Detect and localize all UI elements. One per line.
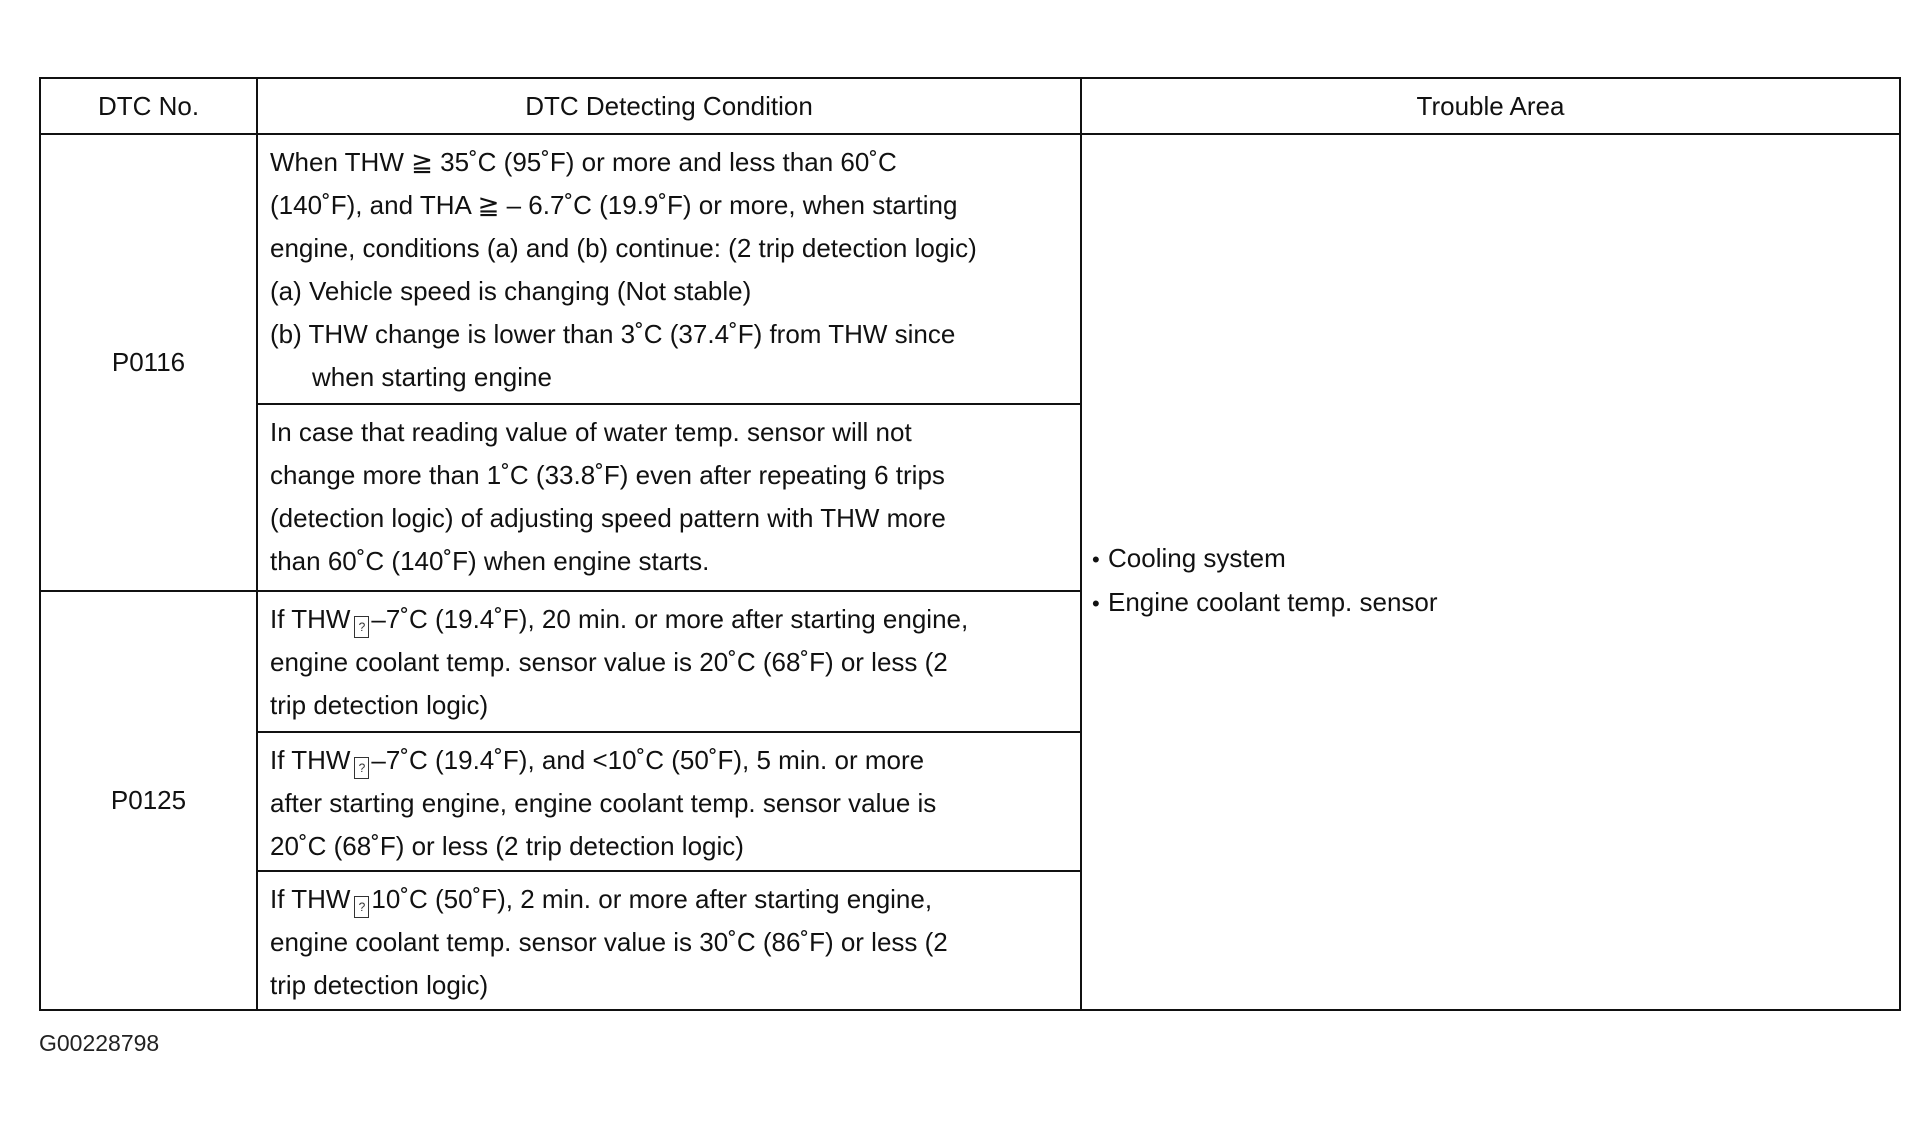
unrendered-symbol-icon: ? [354,757,369,779]
dtc-table [39,77,1901,1011]
p0116-condition-2: In case that reading value of water temp. sensor will not change more than 1˚C (33.8˚F) even after repeating 6 trips (detection logic) of adjusting speed pattern with THW more than 60˚C (140˚F) when engine starts. [257,404,1081,591]
header-detecting-condition: DTC Detecting Condition [257,78,1081,134]
header-trouble-area: Trouble Area [1081,78,1900,134]
p0125-condition-1: If THW ? –7˚C (19.4˚F), 20 min. or more after starting engine, engine coolant temp. sensor value is 20˚C (68˚F) or less (2 trip detection logic) [257,591,1081,732]
p0116-condition-1: When THW ≧ 35˚C (95˚F) or more and less than 60˚C (140˚F), and THA ≧ – 6.7˚C (19.9˚F) or more, when starting engine, conditions (a) and (b) continue: (2 trip detection logic) (a) Vehicle speed is changing (Not stable) (b) THW change is lower than 3˚C (37.4˚F) from THW since when starting engine [257,134,1081,404]
trouble-area-list [1092,537,1889,625]
unrendered-symbol-icon: ? [354,896,369,918]
p0125-condition-3: If THW ? 10˚C (50˚F), 2 min. or more after starting engine, engine coolant temp. sensor value is 30˚C (86˚F) or less (2 trip detection logic) [257,871,1081,1010]
trouble-area-cell [1081,134,1900,1010]
bullet-icon: • [1092,591,1100,616]
unrendered-symbol-icon: ? [354,616,369,638]
list-item: • Engine coolant temp. sensor [1092,581,1889,625]
table-header-row [40,78,1900,134]
dtc-code-p0116: P0116 [40,134,257,591]
figure-id: G00228798 [39,1030,160,1056]
dtc-code-p0125: P0125 [40,591,257,1010]
p0125-condition-2: If THW ? –7˚C (19.4˚F), and <10˚C (50˚F), 5 min. or more after starting engine, engine coolant temp. sensor value is 20˚C (68˚F) or less (2 trip detection logic) [257,732,1081,871]
header-dtc-no: DTC No. [40,78,257,134]
bullet-icon: • [1092,547,1100,572]
list-item: • Cooling system [1092,537,1889,581]
table-row [40,134,1900,404]
